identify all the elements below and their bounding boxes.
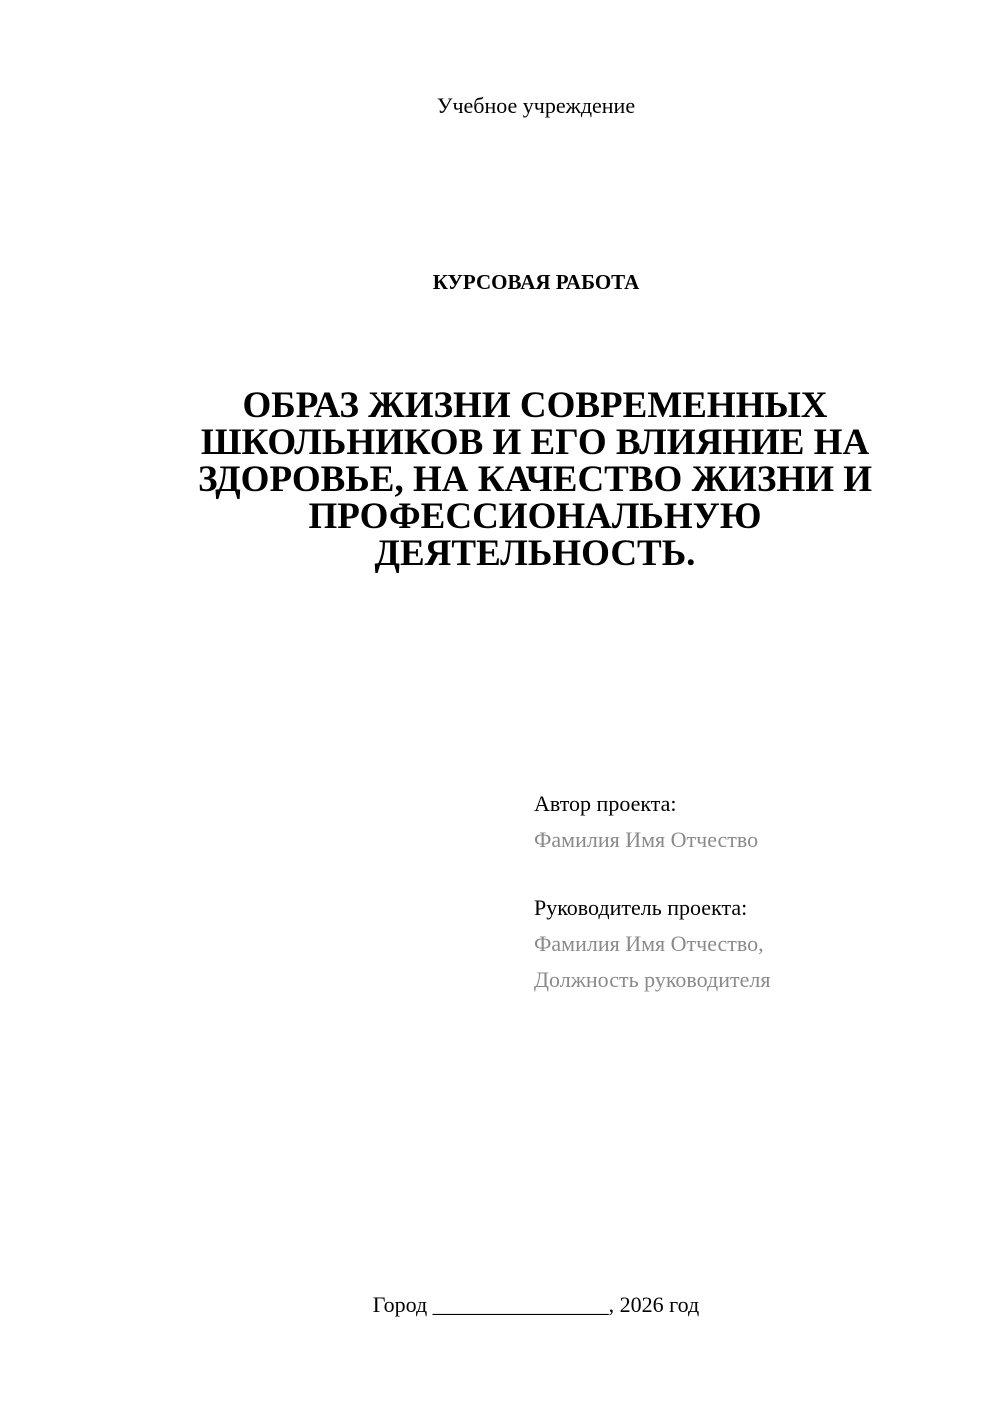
title-line: ШКОЛЬНИКОВ И ЕГО ВЛИЯНИЕ НА xyxy=(200,422,870,463)
title-line: ОБРАЗ ЖИЗНИ СОВРЕМЕННЫХ xyxy=(242,385,828,426)
author-label: Автор проекта: xyxy=(534,791,677,816)
author-block xyxy=(534,786,758,858)
supervisor-position: Должность руководителя xyxy=(534,967,771,992)
city-year-footer: Город ________________, 2026 год xyxy=(372,1292,700,1317)
document-title xyxy=(170,387,900,572)
supervisor-label: Руководитель проекта: xyxy=(534,895,748,920)
institution-name: Учебное учреждение xyxy=(436,93,636,118)
title-line: ЗДОРОВЬЕ, НА КАЧЕСТВО ЖИЗНИ И xyxy=(197,459,873,500)
supervisor-name: Фамилия Имя Отчество, xyxy=(534,931,764,956)
document-type: КУРСОВАЯ РАБОТА xyxy=(432,270,640,294)
author-name: Фамилия Имя Отчество xyxy=(534,827,759,852)
title-line: ПРОФЕССИОНАЛЬНУЮ xyxy=(308,496,762,537)
supervisor-block xyxy=(534,890,770,998)
title-line: ДЕЯТЕЛЬНОСТЬ. xyxy=(374,533,696,574)
